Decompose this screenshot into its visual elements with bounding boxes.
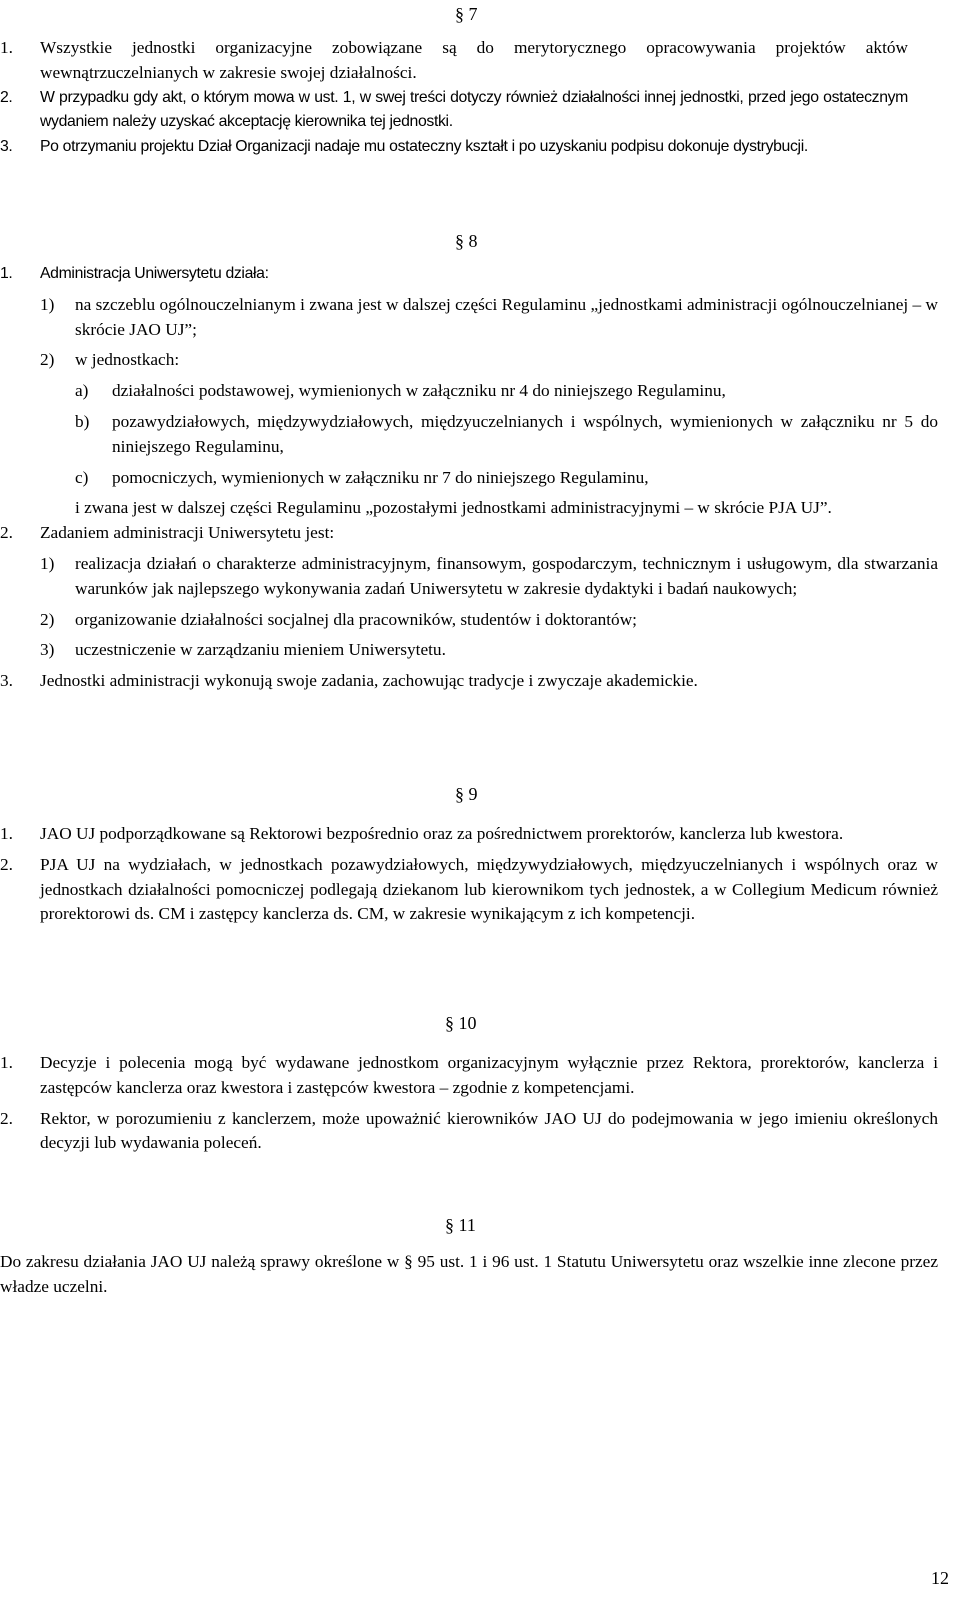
page-number: 12	[931, 1568, 949, 1588]
s8-item-1-tail	[0, 496, 938, 521]
s7-item-2	[0, 86, 908, 136]
s7-item-1-number: 1.	[0, 38, 13, 57]
s10-item-2	[0, 1107, 938, 1157]
s8-item-3-number: 3.	[0, 671, 13, 691]
s8-item-2-1-text: realizacja działań o charakterze administracyjnym, finansowym, gospodarczym, technicznym i usługowym, dla stwarzania warunków jak najlepszego wykonywania zadań Uniwersytetu w zakresie dydaktyki i badań naukowych;	[75, 553, 938, 598]
section-11-body: Do zakresu działania JAO UJ należą sprawy określone w § 95 ust. 1 i 96 ust. 1 Statutu Uniwersytetu oraz wszelkie inne zlecone przez władze uczelni.	[0, 1252, 938, 1296]
section-heading-11: § 11	[445, 1215, 476, 1235]
s8-item-a-text: działalności podstawowej, wymienionych w załączniku nr 4 do niniejszego Regulaminu,	[112, 381, 726, 401]
s9-item-1-text: JAO UJ podporządkowane są Rektorowi bezpośrednio oraz za pośrednictwem prorektorów, kanclerza lub kwestora.	[40, 824, 844, 843]
s8-item-2-1-number: 1)	[40, 553, 55, 573]
s8-item-2-3-text: uczestniczenie w zarządzaniu mieniem Uniwersytetu.	[75, 640, 446, 660]
s9-item-1	[0, 822, 938, 847]
s8-item-a	[0, 379, 938, 404]
s8-item-b-letter: b)	[75, 411, 90, 431]
s8-item-2-3	[0, 638, 938, 663]
section-heading-10: § 10	[445, 1013, 477, 1033]
s8-item-2	[0, 521, 938, 546]
s7-item-1	[0, 36, 908, 86]
s8-item-2-2-text: organizowanie działalności socjalnej dla pracowników, studentów i doktorantów;	[75, 609, 637, 629]
s8-item-c-text: pomocniczych, wymienionych w załączniku nr 7 do niniejszego Regulaminu,	[112, 467, 649, 487]
s8-item-3-text: Jednostki administracji wykonują swoje zadania, zachowując tradycje i zwyczaje akademickie.	[40, 671, 698, 691]
s8-item-2-2	[0, 608, 938, 633]
s8-item-1-tail-text: i zwana jest w dalszej części Regulaminu „pozostałymi jednostkami administracyjnymi – w skrócie PJA UJ”.	[75, 498, 832, 518]
s9-item-2-number: 2.	[0, 854, 13, 874]
s8-item-2-2-number: 2)	[40, 609, 55, 629]
s10-item-2-number: 2.	[0, 1108, 13, 1128]
s8-item-1	[0, 262, 938, 287]
s8-item-1-2-text: w jednostkach:	[75, 350, 180, 370]
s8-item-1-2	[0, 348, 938, 373]
s10-item-2-text: Rektor, w porozumieniu z kanclerzem, może upoważnić kierowników JAO UJ do podejmowania w jego imieniu określonych decyzji lub wydawania poleceń.	[40, 1108, 938, 1153]
section-9-body	[0, 822, 938, 927]
s7-item-3	[0, 135, 908, 160]
s8-item-1-text: Administracja Uniwersytetu działa:	[40, 265, 269, 282]
section-7-body	[0, 36, 908, 160]
s8-item-a-letter: a)	[75, 381, 89, 401]
section-heading-8: § 8	[455, 231, 478, 251]
s8-item-c	[0, 466, 938, 491]
s10-item-1-text: Decyzje i polecenia mogą być wydawane jednostkom organizacyjnym wyłącznie przez Rektora, prorektorów, kanclerza i zastępców kanclerza oraz kwestora i zastępców kwestora – zgodnie z kompetencjami.	[40, 1053, 938, 1097]
s8-item-1-2-number: 2)	[40, 350, 55, 370]
s7-item-2-number: 2.	[0, 88, 13, 106]
s8-item-2-1	[0, 552, 938, 602]
s8-item-b-text: pozawydziałowych, międzywydziałowych, międzyuczelnianych i wspólnych, wymienionych w załączniku nr 5 do niniejszego Regulaminu,	[112, 411, 938, 456]
s8-item-2-text: Zadaniem administracji Uniwersytetu jest:	[40, 523, 335, 543]
s10-item-1-number: 1.	[0, 1053, 13, 1072]
s8-item-1-1	[0, 293, 938, 343]
section-heading-9: § 9	[455, 784, 478, 804]
s10-item-1	[0, 1051, 938, 1101]
s8-item-b	[0, 410, 938, 460]
s9-item-2	[0, 853, 938, 927]
s7-item-3-text: Po otrzymaniu projektu Dział Organizacji nadaje mu ostateczny kształt i po uzyskaniu podpisu dokonuje dystrybucji.	[40, 138, 808, 156]
s7-item-1-text: Wszystkie jednostki organizacyjne zobowiązane są do merytorycznego opracowywania projektów aktów wewnątrzuczelnianych w zakresie swojej działalności.	[40, 38, 908, 82]
section-heading-7: § 7	[455, 4, 478, 24]
s8-item-3	[0, 669, 938, 694]
s8-item-c-letter: c)	[75, 467, 89, 487]
section-8-body	[0, 262, 938, 694]
s9-item-2-text: PJA UJ na wydziałach, w jednostkach pozawydziałowych, międzywydziałowych, międzyuczelnianych i wspólnych oraz w jednostkach działalności pomocniczej podlegają dziekanom lub kierownikom tych jednostek, a w Collegium Medicum również prorektorowi ds. CM i zastępcy kanclerza ds. CM, w zakresie wynikającym z ich kompetencji.	[40, 854, 938, 924]
s8-item-2-3-number: 3)	[40, 640, 55, 660]
s7-item-3-number: 3.	[0, 138, 13, 156]
s8-item-2-number: 2.	[0, 523, 13, 543]
s9-item-1-number: 1.	[0, 824, 13, 843]
s8-item-1-1-number: 1)	[40, 294, 55, 314]
s8-item-1-1-text: na szczeblu ogólnouczelnianym i zwana jest w dalszej części Regulaminu „jednostkami administracji ogólnouczelnianej – w skrócie JAO UJ”;	[75, 294, 938, 339]
s7-item-2-text: W przypadku gdy akt, o którym mowa w ust. 1, w swej treści dotyczy również działalności innej jednostki, przed jego ostatecznym wydaniem należy uzyskać akceptację kierownika tej jednostki.	[40, 88, 908, 131]
s8-item-1-number: 1.	[0, 265, 13, 282]
section-10-body	[0, 1051, 938, 1156]
